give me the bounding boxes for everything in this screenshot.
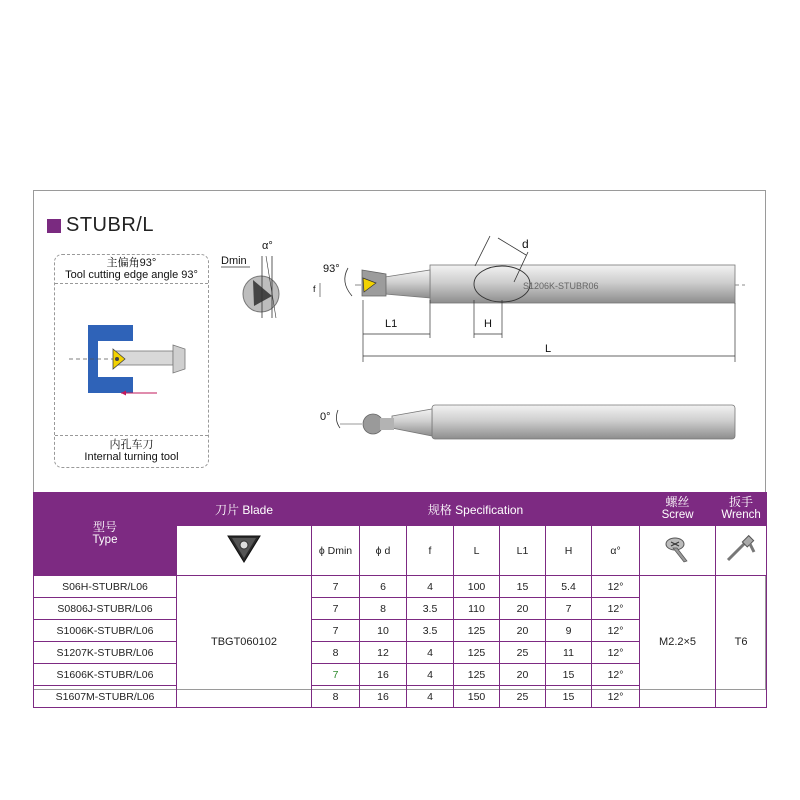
triangle-insert-icon [224,532,264,566]
cell-alpha: 12° [592,620,640,642]
cell-h: 9 [546,620,592,642]
cell-f: 3.5 [407,598,454,620]
tool-caption-cn: 内孔车刀 [109,439,154,451]
boring-bar-top-view [313,236,745,362]
bar-marking: S1206K-STUBR06 [523,281,599,291]
tool-caption-en: Internal turning tool [84,451,179,463]
cell-d: 10 [360,620,407,642]
cell-alpha: 12° [592,686,640,708]
cell-alpha: 12° [592,642,640,664]
cell-alpha: 12° [592,598,640,620]
cell-l: 150 [454,686,500,708]
cell-l1: 20 [500,620,546,642]
cell-d: 16 [360,664,407,686]
d-label: d [522,237,529,251]
screw-image-cell [640,526,716,576]
cell-f: 4 [407,686,454,708]
blade-image-cell [177,526,312,576]
angle-0-label: 0° [320,411,331,423]
cell-d: 16 [360,686,407,708]
cell-alpha: 12° [592,664,640,686]
cell-h: 5.4 [546,576,592,598]
type-cell: S1006K-STUBR/L06 [34,620,177,642]
angle-caption-cn: 主偏角93° [106,257,157,269]
type-cell: S1606K-STUBR/L06 [34,664,177,686]
cell-d: 12 [360,642,407,664]
L1-label: L1 [385,318,398,330]
cell-d: 6 [360,576,407,598]
type-cell: S0806J-STUBR/L06 [34,598,177,620]
cell-l: 125 [454,642,500,664]
boring-bar-side-view [320,405,735,439]
col-d: ϕ d [360,526,407,576]
wrench-header-en: Wrench [721,509,761,521]
wrench-header [716,493,767,526]
cell-alpha: 12° [592,576,640,598]
page-title: STUBR/L [66,214,154,236]
cell-l: 110 [454,598,500,620]
screw-value: M2.2×5 [640,576,716,708]
col-L1: L1 [500,526,546,576]
L-label: L [545,343,552,355]
cell-l1: 15 [500,576,546,598]
table-row [34,576,767,598]
blade-value: TBGT060102 [177,576,312,708]
col-dmin: ϕ Dmin [312,526,360,576]
cell-dmin: 8 [312,642,360,664]
screw-header-en: Screw [661,509,694,521]
angle-93-label: 93° [323,263,340,275]
spec-header: 规格 Specification [312,493,640,526]
cell-l: 125 [454,620,500,642]
col-H: H [546,526,592,576]
cell-f: 4 [407,664,454,686]
cell-l: 125 [454,664,500,686]
cell-h: 11 [546,642,592,664]
type-header-en: Type [92,534,118,546]
col-L: L [454,526,500,576]
spec-table-rows [34,576,767,708]
cell-f: 4 [407,642,454,664]
cell-l1: 25 [500,686,546,708]
wrench-header-cn: 扳手 [729,495,754,509]
f-label: f [313,284,316,294]
cell-l1: 20 [500,664,546,686]
insert-end-view [221,240,279,318]
type-cell: S06H-STUBR/L06 [34,576,177,598]
screw-icon [663,534,693,564]
cell-h: 15 [546,686,592,708]
col-alpha: α° [592,526,640,576]
screw-header [640,493,716,526]
cell-dmin: 8 [312,686,360,708]
cell-h: 7 [546,598,592,620]
wrench-icon [724,534,758,564]
type-cell: S1607M-STUBR/L06 [34,686,177,708]
cell-dmin: 7 [312,576,360,598]
type-cell: S1207K-STUBR/L06 [34,642,177,664]
cell-h: 15 [546,664,592,686]
cell-dmin: 7 [312,620,360,642]
alpha-label: α° [262,240,273,252]
cell-l: 100 [454,576,500,598]
cell-l1: 25 [500,642,546,664]
cell-dmin: 7 [312,598,360,620]
cell-l1: 20 [500,598,546,620]
cell-f: 4 [407,576,454,598]
spec-table-body [33,492,767,708]
dmin-label: Dmin [221,255,247,267]
cell-d: 8 [360,598,407,620]
wrench-value: T6 [716,576,767,708]
type-header-cn: 型号 [92,520,117,534]
angle-caption-en: Tool cutting edge angle 93° [65,269,198,281]
H-label: H [484,318,492,330]
cell-dmin: 7 [312,664,360,686]
screw-header-cn: 螺丝 [665,495,690,509]
wrench-image-cell [716,526,767,576]
col-f: f [407,526,454,576]
cell-f: 3.5 [407,620,454,642]
type-header [34,493,177,576]
blade-header: 刀片 Blade [177,493,312,526]
